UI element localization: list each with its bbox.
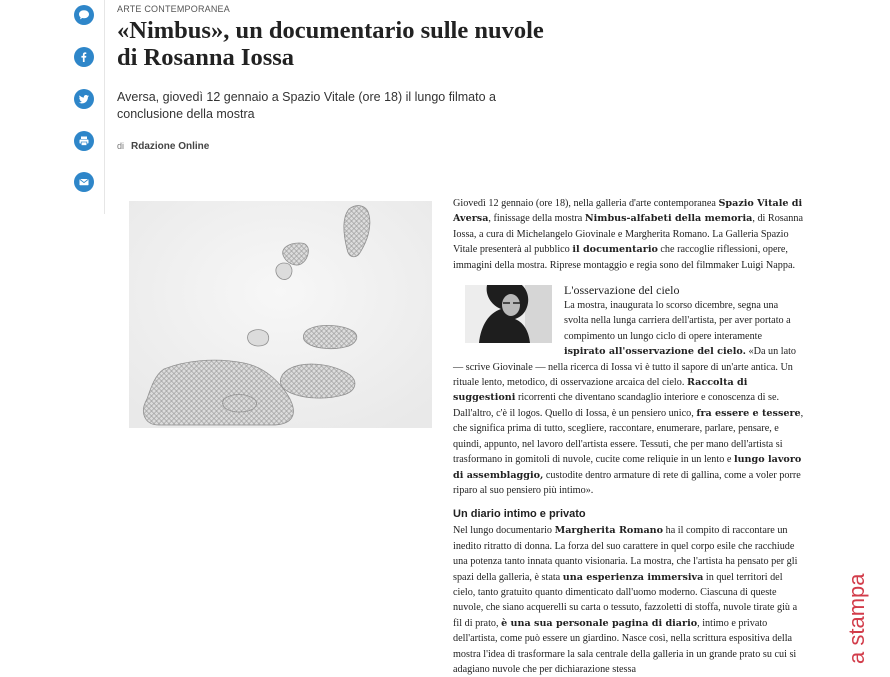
speech-bubble-icon [78,9,90,21]
facebook-icon [78,51,90,63]
section-heading-observation: L'osservazione del cielo [564,283,680,298]
section-kicker[interactable]: ARTE CONTEMPORANEA [117,4,230,14]
hero-image [129,201,432,428]
article-title: «Nimbus», un documentario sulle nuvole di Rosanna Iossa [117,17,544,71]
section-observation [453,283,805,498]
share-facebook-button[interactable] [74,47,94,67]
article-paragraph-intro: Giovedì 12 gennaio (ore 18), nella galleria d'arte contemporanea Spazio Vitale di Aversa, finissage della mostra Nimbus-alfabeti della memoria, di Rosanna Iossa, a cura di Michelangelo Giovinale e Margherita Romano. La Galleria Spazio Vitale presenterà al pubblico il documentario che raccoglie riflessioni, opere, immagini della mostra. Riprese montaggio e regia sono del filmmaker Luigi Nappa. [453,198,803,271]
article-subtitle: Aversa, giovedì 12 gennaio a Spazio Vitale (ore 18) il lungo filmato a conclusione della mostra [117,90,496,121]
share-sidebar [64,0,105,214]
article-paragraph-diary: Nel lungo documentario Margherita Romano ha il compito di raccontare un inedito ritratto di donna. La forza del suo carattere in quel corpo esile che racchiude una potenza tanto innata quanto visionaria. La mostra, che l'artista ha pensato per gli spazi della galleria, è stata una esperienza immersiva in quel territori del cielo, tanto gratuito quanto dimenticato dall'uomo moderno. Ciascuna di queste nuvole, che siano acquerelli su carta o tessuto, fazzoletti di stoffa, nuvole tirate giù a fil di prato, è una sua personale pagina di diario, intimo e privato dell'artista, come può essere un giardino. Nasce così, nella scrittura espositiva della mostra l'idea di trasformare la sala centrale della galleria in un grande prato su cui si adagiano nuvole che per dichiarazione stessa [453,525,798,675]
share-comment-button[interactable] [74,5,94,25]
article-paragraph-observation: La mostra, inaugurata lo scorso dicembre, segna una svolta nella lunga carriera dell'artista, per aver portato a compimento un lungo ciclo di opere interamente ispirato all'osservazione del cielo. «Da un lato — scrive Giovinale — nella ricerca di Iossa vi è tutto il sapore di un'arte antica. Un rituale lento, metodico, di osservazione arcaica del cielo. Raccolta di suggestioni ricorrenti che diventano scandaglio interiore e conoscenza di se. Dall'altro, c'è il logos. Quello di Iossa, è un pensiero unico, fra essere e tessere, che significa prima di tutto, scegliere, raccontare, enumerare, parlare, pensare, e quindi, appunto, nel lavoro dell'artista essere. Tessuti, che per mano dell'artista si trasformano in gomitoli di nuvole, cucite come reliquie in un lento e lungo lavoro di assemblaggio, custodite dentro armature di rete di gallina, come a voler porre riparo al suo pensiero più intimo». [453,300,804,496]
share-twitter-button[interactable] [74,89,94,109]
section-heading-diary: Un diario intimo e privato [453,508,586,521]
twitter-icon [78,93,90,105]
mail-icon [78,176,90,188]
side-banner-label[interactable]: a stampa [844,573,869,664]
byline-author[interactable]: Rdazione Online [131,141,210,152]
print-button[interactable] [74,131,94,151]
byline [117,141,209,152]
byline-prefix: di [117,141,125,151]
share-email-button[interactable] [74,172,94,192]
article-body [453,196,805,677]
print-icon [78,135,90,147]
artist-portrait-image [465,285,552,343]
